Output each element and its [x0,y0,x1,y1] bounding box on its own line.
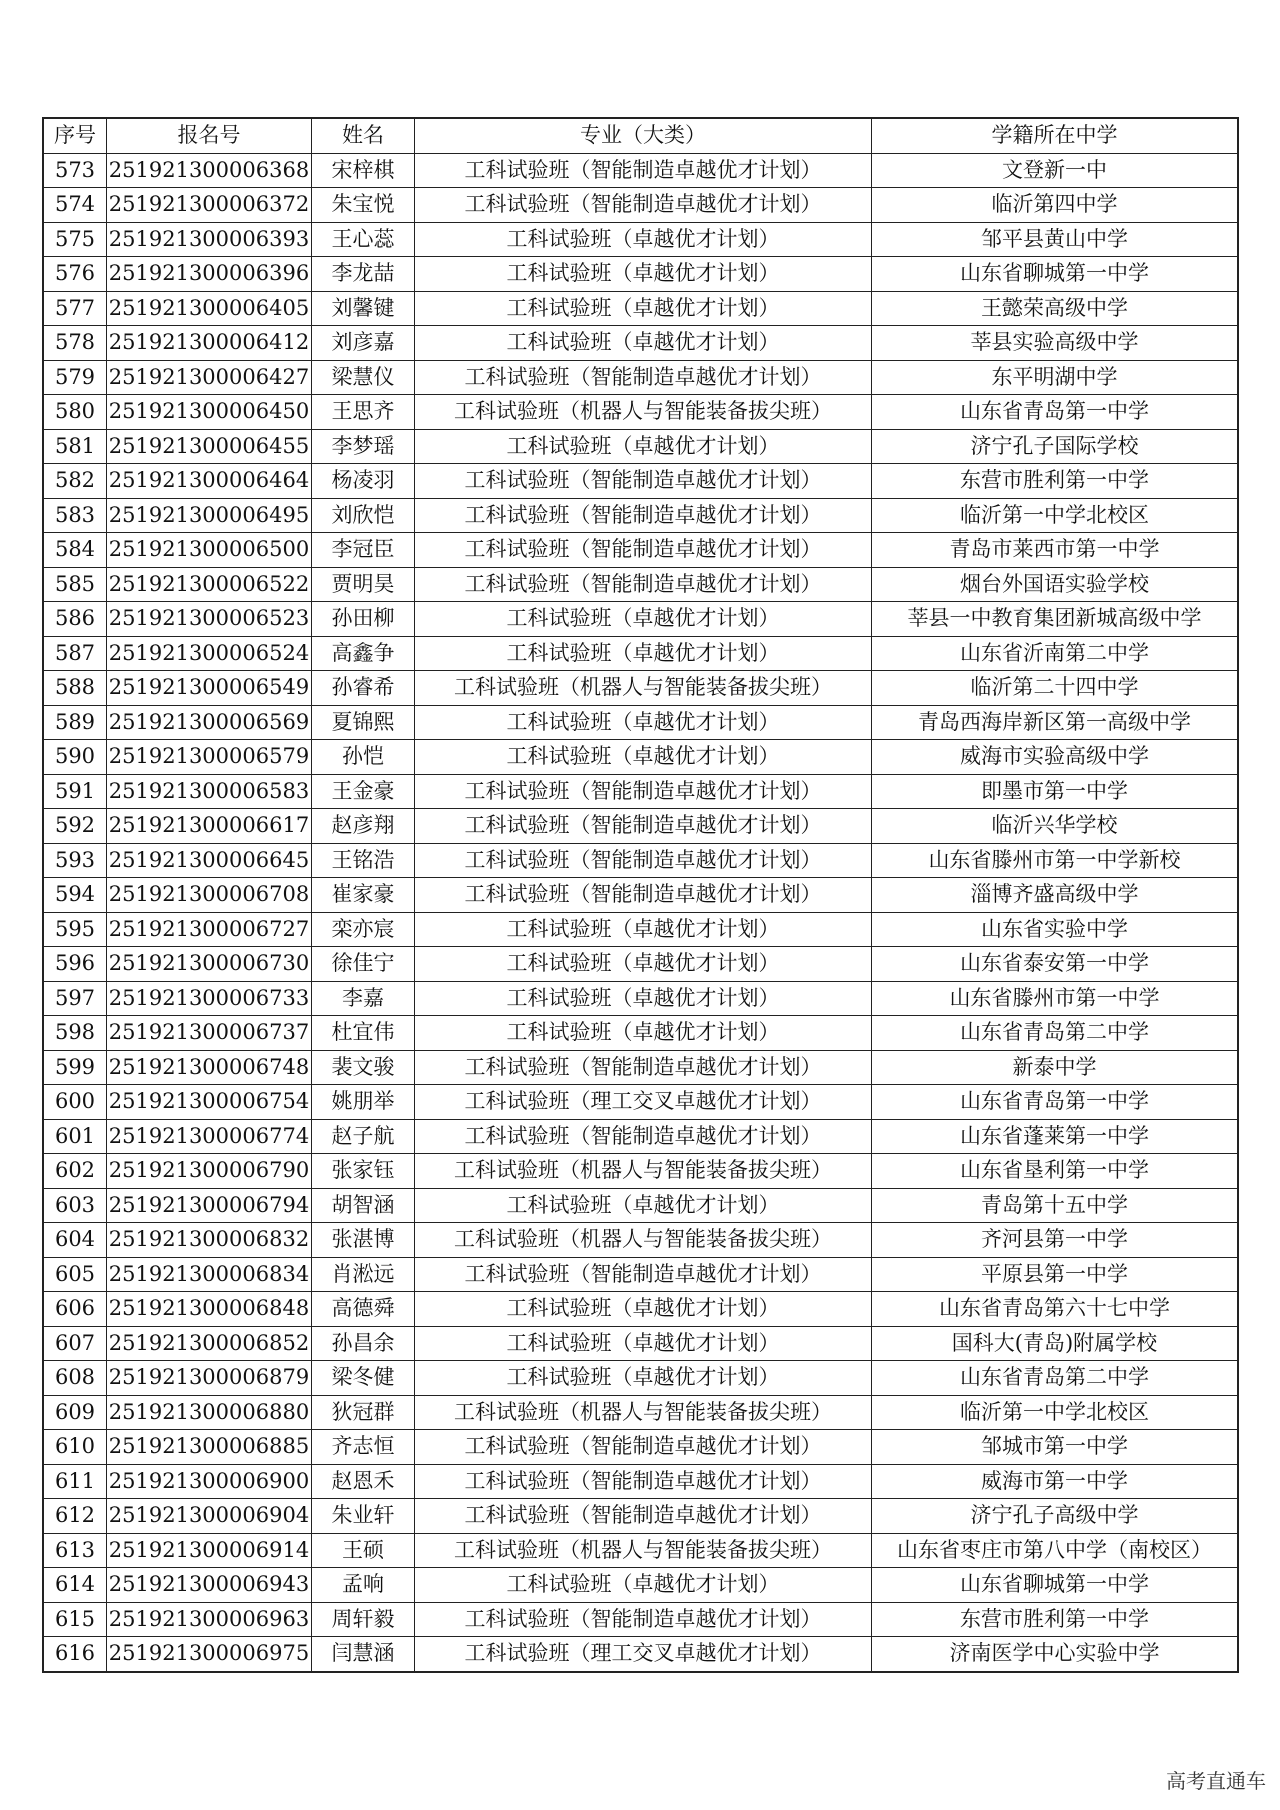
cell-major: 工科试验班（智能制造卓越优才计划） [415,153,872,188]
cell-school: 临沂第四中学 [872,188,1239,223]
table-row [43,1154,1238,1189]
cell-major: 工科试验班（智能制造卓越优才计划） [415,360,872,395]
cell-name: 夏锦熙 [312,705,415,740]
cell-name: 孙昌余 [312,1326,415,1361]
cell-seq: 603 [43,1188,107,1223]
cell-registration-no: 251921300006794 [107,1188,312,1223]
table-row [43,947,1238,982]
cell-registration-no: 251921300006617 [107,809,312,844]
cell-registration-no: 251921300006368 [107,153,312,188]
cell-major: 工科试验班（智能制造卓越优才计划） [415,1602,872,1637]
cell-registration-no: 251921300006455 [107,429,312,464]
cell-name: 杨凌羽 [312,464,415,499]
cell-school: 山东省泰安第一中学 [872,947,1239,982]
table-row [43,153,1238,188]
cell-seq: 582 [43,464,107,499]
cell-name: 王思齐 [312,395,415,430]
cell-seq: 614 [43,1568,107,1603]
cell-registration-no: 251921300006569 [107,705,312,740]
table-row [43,602,1238,637]
table-row [43,809,1238,844]
table-row [43,1326,1238,1361]
cell-seq: 616 [43,1637,107,1672]
cell-seq: 609 [43,1395,107,1430]
cell-school: 山东省垦利第一中学 [872,1154,1239,1189]
cell-name: 王硕 [312,1533,415,1568]
cell-school: 济南医学中心实验中学 [872,1637,1239,1672]
cell-school: 青岛第十五中学 [872,1188,1239,1223]
cell-major: 工科试验班（机器人与智能装备拔尖班） [415,1395,872,1430]
cell-seq: 585 [43,567,107,602]
cell-school: 即墨市第一中学 [872,774,1239,809]
table-row [43,671,1238,706]
cell-name: 孙恺 [312,740,415,775]
cell-seq: 588 [43,671,107,706]
cell-registration-no: 251921300006754 [107,1085,312,1120]
cell-school: 莘县一中教育集团新城高级中学 [872,602,1239,637]
cell-registration-no: 251921300006963 [107,1602,312,1637]
cell-major: 工科试验班（智能制造卓越优才计划） [415,809,872,844]
cell-school: 东营市胜利第一中学 [872,464,1239,499]
cell-registration-no: 251921300006774 [107,1119,312,1154]
cell-registration-no: 251921300006372 [107,188,312,223]
admission-list-table [42,117,1239,1673]
cell-school: 临沂第一中学北校区 [872,498,1239,533]
cell-school: 山东省聊城第一中学 [872,1568,1239,1603]
cell-seq: 581 [43,429,107,464]
cell-school: 山东省滕州市第一中学 [872,981,1239,1016]
cell-registration-no: 251921300006900 [107,1464,312,1499]
table-row [43,222,1238,257]
header-name: 姓名 [312,118,415,153]
cell-major: 工科试验班（机器人与智能装备拔尖班） [415,395,872,430]
cell-seq: 589 [43,705,107,740]
cell-seq: 574 [43,188,107,223]
cell-name: 王心蕊 [312,222,415,257]
cell-registration-no: 251921300006733 [107,981,312,1016]
table-row [43,326,1238,361]
cell-name: 孙睿希 [312,671,415,706]
table-row [43,1257,1238,1292]
cell-registration-no: 251921300006405 [107,291,312,326]
watermark-text: 高考直通车 [1166,1769,1266,1793]
cell-seq: 595 [43,912,107,947]
cell-seq: 608 [43,1361,107,1396]
cell-school: 临沂兴华学校 [872,809,1239,844]
cell-registration-no: 251921300006583 [107,774,312,809]
cell-registration-no: 251921300006645 [107,843,312,878]
cell-registration-no: 251921300006727 [107,912,312,947]
cell-name: 狄冠群 [312,1395,415,1430]
cell-registration-no: 251921300006730 [107,947,312,982]
cell-registration-no: 251921300006412 [107,326,312,361]
cell-school: 山东省青岛第一中学 [872,1085,1239,1120]
cell-registration-no: 251921300006880 [107,1395,312,1430]
table-row [43,1637,1238,1672]
cell-seq: 591 [43,774,107,809]
cell-major: 工科试验班（智能制造卓越优才计划） [415,1257,872,1292]
table-row [43,1533,1238,1568]
cell-seq: 587 [43,636,107,671]
cell-school: 临沂第二十四中学 [872,671,1239,706]
cell-name: 李嘉 [312,981,415,1016]
cell-major: 工科试验班（智能制造卓越优才计划） [415,878,872,913]
table-row [43,1602,1238,1637]
cell-name: 王铭浩 [312,843,415,878]
cell-major: 工科试验班（智能制造卓越优才计划） [415,1119,872,1154]
cell-major: 工科试验班（卓越优才计划） [415,257,872,292]
cell-name: 赵彦翔 [312,809,415,844]
cell-major: 工科试验班（智能制造卓越优才计划） [415,774,872,809]
cell-school: 邹城市第一中学 [872,1430,1239,1465]
cell-name: 胡智涵 [312,1188,415,1223]
cell-name: 朱宝悦 [312,188,415,223]
cell-registration-no: 251921300006737 [107,1016,312,1051]
cell-name: 朱业轩 [312,1499,415,1534]
cell-registration-no: 251921300006748 [107,1050,312,1085]
cell-name: 张湛博 [312,1223,415,1258]
table-row [43,740,1238,775]
cell-name: 周轩毅 [312,1602,415,1637]
cell-name: 赵子航 [312,1119,415,1154]
cell-seq: 606 [43,1292,107,1327]
cell-major: 工科试验班（卓越优才计划） [415,705,872,740]
cell-name: 李冠臣 [312,533,415,568]
cell-school: 济宁孔子国际学校 [872,429,1239,464]
cell-school: 山东省蓬莱第一中学 [872,1119,1239,1154]
cell-major: 工科试验班（智能制造卓越优才计划） [415,843,872,878]
cell-school: 文登新一中 [872,153,1239,188]
table-row [43,636,1238,671]
cell-major: 工科试验班（卓越优才计划） [415,222,872,257]
cell-name: 贾明昊 [312,567,415,602]
cell-seq: 586 [43,602,107,637]
cell-major: 工科试验班（卓越优才计划） [415,602,872,637]
cell-registration-no: 251921300006500 [107,533,312,568]
cell-seq: 598 [43,1016,107,1051]
cell-school: 威海市实验高级中学 [872,740,1239,775]
table-row [43,498,1238,533]
header-school: 学籍所在中学 [872,118,1239,153]
cell-major: 工科试验班（卓越优才计划） [415,1361,872,1396]
cell-seq: 612 [43,1499,107,1534]
cell-name: 刘馨键 [312,291,415,326]
cell-name: 杜宜伟 [312,1016,415,1051]
cell-name: 栾亦宸 [312,912,415,947]
cell-seq: 578 [43,326,107,361]
cell-major: 工科试验班（机器人与智能装备拔尖班） [415,1154,872,1189]
cell-major: 工科试验班（智能制造卓越优才计划） [415,464,872,499]
cell-major: 工科试验班（机器人与智能装备拔尖班） [415,1223,872,1258]
cell-seq: 613 [43,1533,107,1568]
cell-registration-no: 251921300006523 [107,602,312,637]
header-major: 专业（大类） [415,118,872,153]
cell-major: 工科试验班（智能制造卓越优才计划） [415,1499,872,1534]
cell-school: 青岛西海岸新区第一高级中学 [872,705,1239,740]
cell-school: 烟台外国语实验学校 [872,567,1239,602]
cell-major: 工科试验班（智能制造卓越优才计划） [415,1464,872,1499]
cell-seq: 605 [43,1257,107,1292]
cell-name: 肖淞远 [312,1257,415,1292]
cell-school: 山东省青岛第二中学 [872,1016,1239,1051]
cell-registration-no: 251921300006834 [107,1257,312,1292]
cell-registration-no: 251921300006852 [107,1326,312,1361]
cell-major: 工科试验班（卓越优才计划） [415,1292,872,1327]
cell-school: 王懿荣高级中学 [872,291,1239,326]
cell-major: 工科试验班（卓越优才计划） [415,291,872,326]
table-row [43,360,1238,395]
table-row [43,1292,1238,1327]
table-row [43,291,1238,326]
cell-name: 李梦瑶 [312,429,415,464]
cell-seq: 602 [43,1154,107,1189]
table-row [43,1464,1238,1499]
cell-seq: 615 [43,1602,107,1637]
cell-seq: 580 [43,395,107,430]
cell-major: 工科试验班（卓越优才计划） [415,1188,872,1223]
table-row [43,567,1238,602]
table-row [43,1568,1238,1603]
cell-registration-no: 251921300006790 [107,1154,312,1189]
table-row [43,1016,1238,1051]
cell-major: 工科试验班（机器人与智能装备拔尖班） [415,671,872,706]
cell-major: 工科试验班（卓越优才计划） [415,1326,872,1361]
cell-major: 工科试验班（卓越优才计划） [415,981,872,1016]
cell-school: 山东省沂南第二中学 [872,636,1239,671]
table-row [43,878,1238,913]
cell-registration-no: 251921300006885 [107,1430,312,1465]
cell-major: 工科试验班（智能制造卓越优才计划） [415,1430,872,1465]
cell-seq: 611 [43,1464,107,1499]
table-row [43,774,1238,809]
cell-major: 工科试验班（卓越优才计划） [415,1568,872,1603]
cell-seq: 610 [43,1430,107,1465]
table-row [43,1223,1238,1258]
table-row [43,1395,1238,1430]
cell-school: 东营市胜利第一中学 [872,1602,1239,1637]
cell-name: 梁慧仪 [312,360,415,395]
cell-seq: 573 [43,153,107,188]
cell-major: 工科试验班（卓越优才计划） [415,636,872,671]
cell-registration-no: 251921300006579 [107,740,312,775]
cell-name: 孟响 [312,1568,415,1603]
cell-major: 工科试验班（智能制造卓越优才计划） [415,188,872,223]
cell-school: 国科大(青岛)附属学校 [872,1326,1239,1361]
cell-major: 工科试验班（理工交叉卓越优才计划） [415,1085,872,1120]
cell-seq: 575 [43,222,107,257]
cell-school: 东平明湖中学 [872,360,1239,395]
header-seq: 序号 [43,118,107,153]
cell-seq: 596 [43,947,107,982]
cell-school: 山东省实验中学 [872,912,1239,947]
cell-name: 裴文骏 [312,1050,415,1085]
cell-seq: 601 [43,1119,107,1154]
cell-name: 李龙喆 [312,257,415,292]
cell-registration-no: 251921300006832 [107,1223,312,1258]
cell-name: 宋梓棋 [312,153,415,188]
cell-major: 工科试验班（机器人与智能装备拔尖班） [415,1533,872,1568]
cell-major: 工科试验班（卓越优才计划） [415,429,872,464]
cell-major: 工科试验班（卓越优才计划） [415,912,872,947]
cell-seq: 604 [43,1223,107,1258]
cell-name: 高鑫争 [312,636,415,671]
cell-school: 山东省青岛第一中学 [872,395,1239,430]
cell-school: 莘县实验高级中学 [872,326,1239,361]
cell-seq: 579 [43,360,107,395]
cell-major: 工科试验班（卓越优才计划） [415,740,872,775]
cell-major: 工科试验班（智能制造卓越优才计划） [415,567,872,602]
table-header-row [43,118,1238,153]
table-row [43,912,1238,947]
cell-seq: 607 [43,1326,107,1361]
table-row [43,257,1238,292]
cell-seq: 594 [43,878,107,913]
cell-major: 工科试验班（卓越优才计划） [415,947,872,982]
cell-name: 王金豪 [312,774,415,809]
table-row [43,1430,1238,1465]
cell-major: 工科试验班（卓越优才计划） [415,326,872,361]
cell-registration-no: 251921300006522 [107,567,312,602]
cell-major: 工科试验班（智能制造卓越优才计划） [415,498,872,533]
cell-name: 赵恩禾 [312,1464,415,1499]
cell-seq: 599 [43,1050,107,1085]
cell-registration-no: 251921300006450 [107,395,312,430]
cell-registration-no: 251921300006879 [107,1361,312,1396]
cell-school: 新泰中学 [872,1050,1239,1085]
cell-name: 张家钰 [312,1154,415,1189]
cell-school: 齐河县第一中学 [872,1223,1239,1258]
cell-registration-no: 251921300006975 [107,1637,312,1672]
cell-registration-no: 251921300006396 [107,257,312,292]
cell-seq: 584 [43,533,107,568]
table-row [43,429,1238,464]
table-row [43,1499,1238,1534]
cell-name: 刘欣恺 [312,498,415,533]
cell-major: 工科试验班（智能制造卓越优才计划） [415,1050,872,1085]
cell-name: 齐志恒 [312,1430,415,1465]
cell-registration-no: 251921300006393 [107,222,312,257]
cell-seq: 576 [43,257,107,292]
cell-seq: 593 [43,843,107,878]
table-row [43,1050,1238,1085]
table-row [43,1085,1238,1120]
cell-seq: 597 [43,981,107,1016]
cell-school: 临沂第一中学北校区 [872,1395,1239,1430]
cell-school: 山东省枣庄市第八中学（南校区） [872,1533,1239,1568]
cell-seq: 583 [43,498,107,533]
cell-school: 威海市第一中学 [872,1464,1239,1499]
cell-seq: 577 [43,291,107,326]
cell-name: 高德舜 [312,1292,415,1327]
cell-major: 工科试验班（卓越优才计划） [415,1016,872,1051]
cell-name: 姚朋举 [312,1085,415,1120]
table-row [43,188,1238,223]
cell-name: 徐佳宁 [312,947,415,982]
cell-school: 青岛市莱西市第一中学 [872,533,1239,568]
cell-name: 闫慧涵 [312,1637,415,1672]
table-row [43,1188,1238,1223]
cell-registration-no: 251921300006708 [107,878,312,913]
cell-registration-no: 251921300006464 [107,464,312,499]
table-row [43,843,1238,878]
table-row [43,981,1238,1016]
cell-school: 平原县第一中学 [872,1257,1239,1292]
cell-school: 山东省滕州市第一中学新校 [872,843,1239,878]
cell-name: 孙田柳 [312,602,415,637]
table-row [43,533,1238,568]
cell-seq: 600 [43,1085,107,1120]
table-row [43,1361,1238,1396]
cell-seq: 592 [43,809,107,844]
table-row [43,395,1238,430]
cell-school: 山东省青岛第六十七中学 [872,1292,1239,1327]
cell-registration-no: 251921300006904 [107,1499,312,1534]
cell-name: 崔家豪 [312,878,415,913]
table-row [43,464,1238,499]
cell-major: 工科试验班（理工交叉卓越优才计划） [415,1637,872,1672]
cell-registration-no: 251921300006848 [107,1292,312,1327]
table-body [43,153,1238,1672]
cell-name: 梁冬健 [312,1361,415,1396]
cell-name: 刘彦嘉 [312,326,415,361]
cell-school: 济宁孔子高级中学 [872,1499,1239,1534]
cell-registration-no: 251921300006427 [107,360,312,395]
cell-registration-no: 251921300006495 [107,498,312,533]
table-row [43,1119,1238,1154]
header-registration-no: 报名号 [107,118,312,153]
cell-registration-no: 251921300006914 [107,1533,312,1568]
cell-seq: 590 [43,740,107,775]
cell-registration-no: 251921300006549 [107,671,312,706]
cell-registration-no: 251921300006524 [107,636,312,671]
table-row [43,705,1238,740]
cell-major: 工科试验班（智能制造卓越优才计划） [415,533,872,568]
cell-school: 淄博齐盛高级中学 [872,878,1239,913]
cell-school: 邹平县黄山中学 [872,222,1239,257]
cell-registration-no: 251921300006943 [107,1568,312,1603]
cell-school: 山东省聊城第一中学 [872,257,1239,292]
cell-school: 山东省青岛第二中学 [872,1361,1239,1396]
